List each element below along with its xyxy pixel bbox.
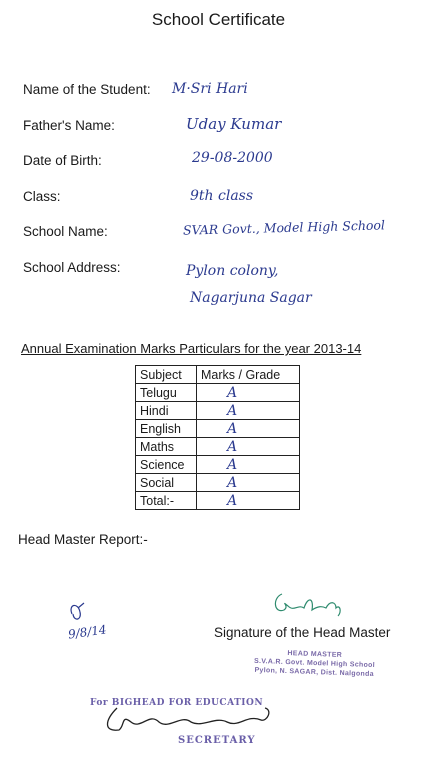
- table-row: [136, 474, 300, 492]
- stamp-line: HEAD MASTER: [287, 650, 343, 659]
- table-row: [136, 420, 300, 438]
- secretary-stamp-top: For BIGHEAD FOR EDUCATION: [90, 698, 264, 708]
- header-subject: Subject: [136, 366, 197, 384]
- grade-cell: A: [197, 438, 300, 456]
- value-student-name: M·Sri Hari: [172, 81, 248, 97]
- table-row: [136, 492, 300, 510]
- head-master-report-label: Head Master Report:-: [18, 532, 148, 547]
- grade-cell: A: [197, 402, 300, 420]
- grade-cell: A: [197, 474, 300, 492]
- table-row: [136, 402, 300, 420]
- value-class: 9th class: [190, 188, 254, 204]
- label-school-name: School Name:: [23, 224, 108, 239]
- header-marks-grade: Marks / Grade: [197, 366, 300, 384]
- subject-cell: Telugu: [136, 384, 197, 402]
- stamp-line: Pylon, N. SAGAR, Dist. Nalgonda: [254, 666, 374, 679]
- head-master-signature: [270, 586, 350, 626]
- value-school-name: SVAR Govt., Model High School: [182, 217, 386, 238]
- initials-date: 9/8/14: [67, 622, 108, 642]
- table-row: [136, 456, 300, 474]
- certificate-title: School Certificate: [151, 10, 286, 29]
- table-header-row: [136, 366, 300, 384]
- label-school-address: School Address:: [23, 260, 121, 275]
- table-row: [136, 438, 300, 456]
- grade-cell: A: [197, 420, 300, 438]
- head-master-stamp: [254, 648, 376, 679]
- grade-cell: A: [197, 492, 300, 510]
- annual-exam-heading: Annual Examination Marks Particulars for the year 2013-14: [21, 341, 362, 356]
- subject-cell: Total:-: [136, 492, 197, 510]
- stamp-line: S.V.A.R. Govt. Model High School: [253, 657, 376, 670]
- label-class: Class:: [23, 189, 61, 204]
- value-school-address-line2: Nagarjuna Sagar: [190, 290, 312, 306]
- subject-cell: Hindi: [136, 402, 197, 420]
- grade-cell: A: [197, 384, 300, 402]
- secretary-stamp-bottom: SECRETARY: [178, 735, 256, 746]
- subject-cell: English: [136, 420, 197, 438]
- label-student-name: Name of the Student:: [23, 82, 151, 97]
- label-father-name: Father's Name:: [23, 118, 115, 133]
- label-date-of-birth: Date of Birth:: [23, 153, 102, 168]
- secretary-signature: [95, 700, 285, 740]
- marks-table: [135, 365, 300, 510]
- subject-cell: Maths: [136, 438, 197, 456]
- value-father-name: Uday Kumar: [186, 115, 282, 133]
- subject-cell: Social: [136, 474, 197, 492]
- signature-head-master-label: Signature of the Head Master: [214, 625, 391, 640]
- value-school-address-line1: Pylon colony,: [186, 263, 279, 279]
- value-date-of-birth: 29-08-2000: [192, 150, 273, 166]
- grade-cell: A: [197, 456, 300, 474]
- subject-cell: Science: [136, 456, 197, 474]
- table-row: [136, 384, 300, 402]
